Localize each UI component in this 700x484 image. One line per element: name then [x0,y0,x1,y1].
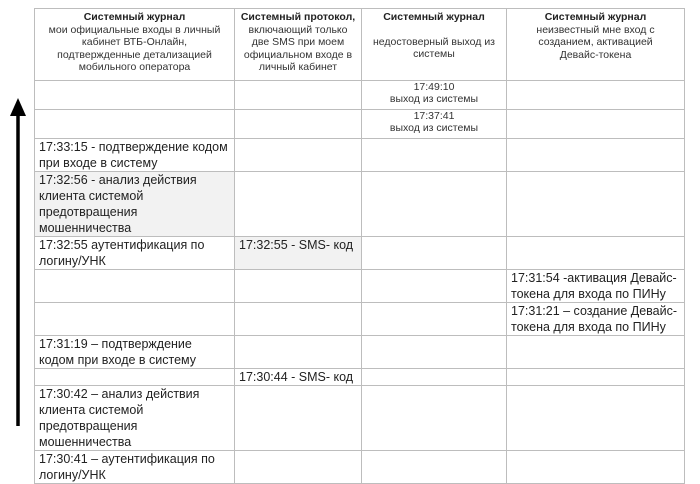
header-sub: созданием, активацией [538,36,653,48]
system-log-table [34,8,685,484]
table-cell [507,139,685,172]
header-sub: подтвержденные детализацией [57,48,212,61]
table-row [35,270,685,303]
header-sub: неизвестный мне вход с [536,23,655,36]
header-title: Системный журнал [83,11,186,23]
table-cell [507,451,685,484]
header-sms-protocol [235,9,362,81]
table-cell [362,336,507,369]
table-cell [35,303,235,336]
table-cell: 17:32:55 - SMS- код [235,237,362,270]
table-row [35,110,685,139]
table-cell [235,81,362,110]
table-cell [362,139,507,172]
table-row [35,303,685,336]
header-sub: кабинет ВТБ-Онлайн, [81,36,188,48]
table-cell [235,303,362,336]
header-row [35,9,685,81]
table-cell [507,81,685,110]
header-sub: мобильного оператора [78,61,191,73]
table-cell: 17:31:21 – создание Девайс-токена для входа по ПИНу [507,303,685,336]
table-cell: 17:32:56 - анализ действия клиента системой предотвращения мошенничества [35,172,235,237]
table-cell [362,303,507,336]
table-row [35,172,685,237]
table-cell [362,386,507,451]
table-cell: 17:37:41 выход из системы [362,110,507,139]
table-row [35,139,685,172]
table-cell [362,270,507,303]
table-cell [362,369,507,386]
table-cell: 17:30:44 - SMS- код [235,369,362,386]
table-row [35,81,685,110]
table-cell [507,369,685,386]
header-official-logins [35,9,235,81]
time-direction-arrow-icon [7,98,29,428]
table-cell [235,139,362,172]
table-cell [235,172,362,237]
header-sub: две SMS при моем [251,36,345,48]
table-cell [235,451,362,484]
table-cell [507,386,685,451]
table-cell: 17:32:55 аутентификация по логину/УНК [35,237,235,270]
header-invalid-logout [362,9,507,81]
table-row [35,237,685,270]
table-cell: 17:30:42 – анализ действия клиента системой предотвращения мошенничества [35,386,235,451]
table-cell [507,110,685,139]
table-cell [35,369,235,386]
header-sub: официальном входе в [243,48,353,61]
table-cell [235,110,362,139]
table-cell [362,237,507,270]
header-sub: недостоверный выход из [372,35,495,48]
table-cell [507,237,685,270]
table-cell [362,172,507,237]
header-sub: личный кабинет [258,61,338,73]
table-cell: 17:31:54 -активация Девайс-токена для входа по ПИНу [507,270,685,303]
header-title: Системный журнал [544,11,647,23]
table-cell: 17:31:19 – подтверждение кодом при входе в систему [35,336,235,369]
table-row [35,369,685,386]
table-cell: 17:30:41 – аутентификация по логину/УНК [35,451,235,484]
table-cell [235,386,362,451]
table-cell [235,270,362,303]
header-sub: системы [413,48,455,60]
header-sub [366,24,502,36]
table-cell [235,336,362,369]
table-cell: 17:49:10 выход из системы [362,81,507,110]
table-cell [362,451,507,484]
header-sub: мои официальные входы в личный [48,23,221,36]
table-cell [35,110,235,139]
table-cell [35,81,235,110]
table-cell: 17:33:15 - подтверждение кодом при входе в систему [35,139,235,172]
header-sub: включающий только [248,23,348,36]
header-title: Системный журнал [383,11,485,23]
header-title: Системный протокол, [240,11,356,23]
table-cell [35,270,235,303]
header-unknown-login [507,9,685,81]
table-cell [507,336,685,369]
table-row [35,451,685,484]
table-cell [507,172,685,237]
header-sub: Девайс-токена [559,48,632,61]
table-row [35,386,685,451]
table-row [35,336,685,369]
